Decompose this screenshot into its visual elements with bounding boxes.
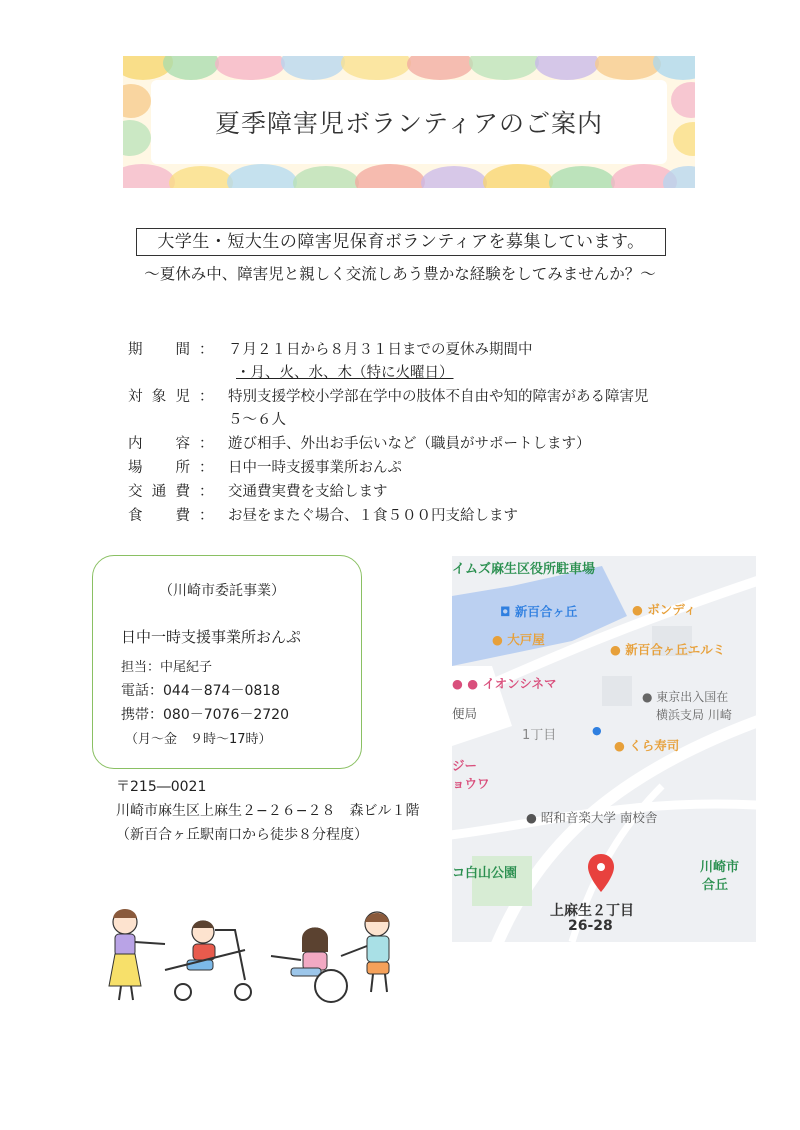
map-label-postoffice: 便局 [452,706,478,721]
location-map [452,556,756,942]
map-label-oodoya: ● 大戸屋 [492,632,545,647]
detail-label: 対象児 [128,389,190,405]
detail-value: 遊び相手、外出お手伝いなど（職員がサポートします） [228,436,591,452]
contact-phone: 電話：044－874－0818 [121,683,281,699]
map-label-bondy: ● ボンディ [632,602,697,617]
map-label-showa: ● 昭和音楽大学 南校舎 [526,810,658,825]
detail-label: 食費 [128,508,190,524]
children-illustration [95,900,425,1010]
contact-org: 日中一時支援事業所おんぷ [121,628,302,646]
map-label-parking: イムズ麻生区役所駐車場 [452,562,596,577]
contact-hours: （月～金 ９時～17時） [125,732,272,747]
map-label-immigration: ● 東京出入国在 [642,690,729,704]
map-label-chome: 1丁目 [522,728,557,743]
location-pin-icon [586,852,616,896]
recruitment-headline: 大学生・短大生の障害児保育ボランティアを募集しています。 [136,228,666,256]
detail-colon: ： [199,389,214,405]
title-banner [123,56,695,188]
detail-label: 期間 [128,342,190,358]
contact-mobile: 携帯：080－7076－2720 [121,707,289,723]
detail-value: 交通費実費を支給します [228,484,388,500]
postal-code: 〒215―0021 [116,779,207,795]
map-label-station: ◘ 新百合ヶ丘 [500,604,578,619]
contact-commission: （川崎市委託事業） [159,583,285,599]
map-label-kawasaki-2: 合丘 [702,878,729,893]
contact-person: 担当：中尾紀子 [121,660,213,675]
detail-colon: ： [199,484,214,500]
map-label-immigration-2: 横浜支局 川崎 [656,708,732,722]
detail-label: 場所 [128,460,190,476]
map-marker-icon: ● [592,724,602,737]
map-label-gee-2: ョウワ [452,776,490,791]
detail-value: 日中一時支援事業所おんぷ [228,460,402,476]
detail-colon: ： [199,342,214,358]
detail-label: 交通費 [128,484,190,500]
map-label-park: コ白山公園 [452,866,518,881]
street-address: 川崎市麻生区上麻生２−２６−２８ 森ビル１階 [116,803,420,819]
detail-value: 特別支援学校小学部在学中の肢体不自由や知的障害がある障害児 [228,389,649,405]
detail-colon: ： [199,460,214,476]
detail-value: ５～６人 [228,412,286,428]
map-label-kura: ● くら寿司 [614,738,680,753]
detail-value-days: ・月、火、水、木（特に火曜日） [236,365,454,381]
map-label-gee: ジー [452,758,478,773]
map-pin-name: 上麻生２丁目 [550,903,634,919]
detail-label: 内容 [128,436,190,452]
detail-colon: ： [199,436,214,452]
page-title: 夏季障害児ボランティアのご案内 [214,109,603,138]
detail-value: お昼をまたぐ場合、１食５００円支給します [228,508,518,524]
map-label-aeon: ● ● イオンシネマ [452,676,557,691]
recruitment-subline: ～夏休み中、障害児と親しく交流しあう豊かな経験をしてみませんか？～ [144,265,656,283]
detail-value: ７月２１日から８月３１日までの夏休み期間中 [228,342,533,358]
contact-box [92,555,362,769]
map-pin-number: 26-28 [568,918,613,934]
map-label-kawasaki: 川崎市 [700,860,740,875]
detail-colon: ： [199,508,214,524]
map-label-elmi: ● 新百合ヶ丘エルミ [610,642,726,657]
access-note: （新百合ヶ丘駅南口から徒歩８分程度） [116,827,368,843]
